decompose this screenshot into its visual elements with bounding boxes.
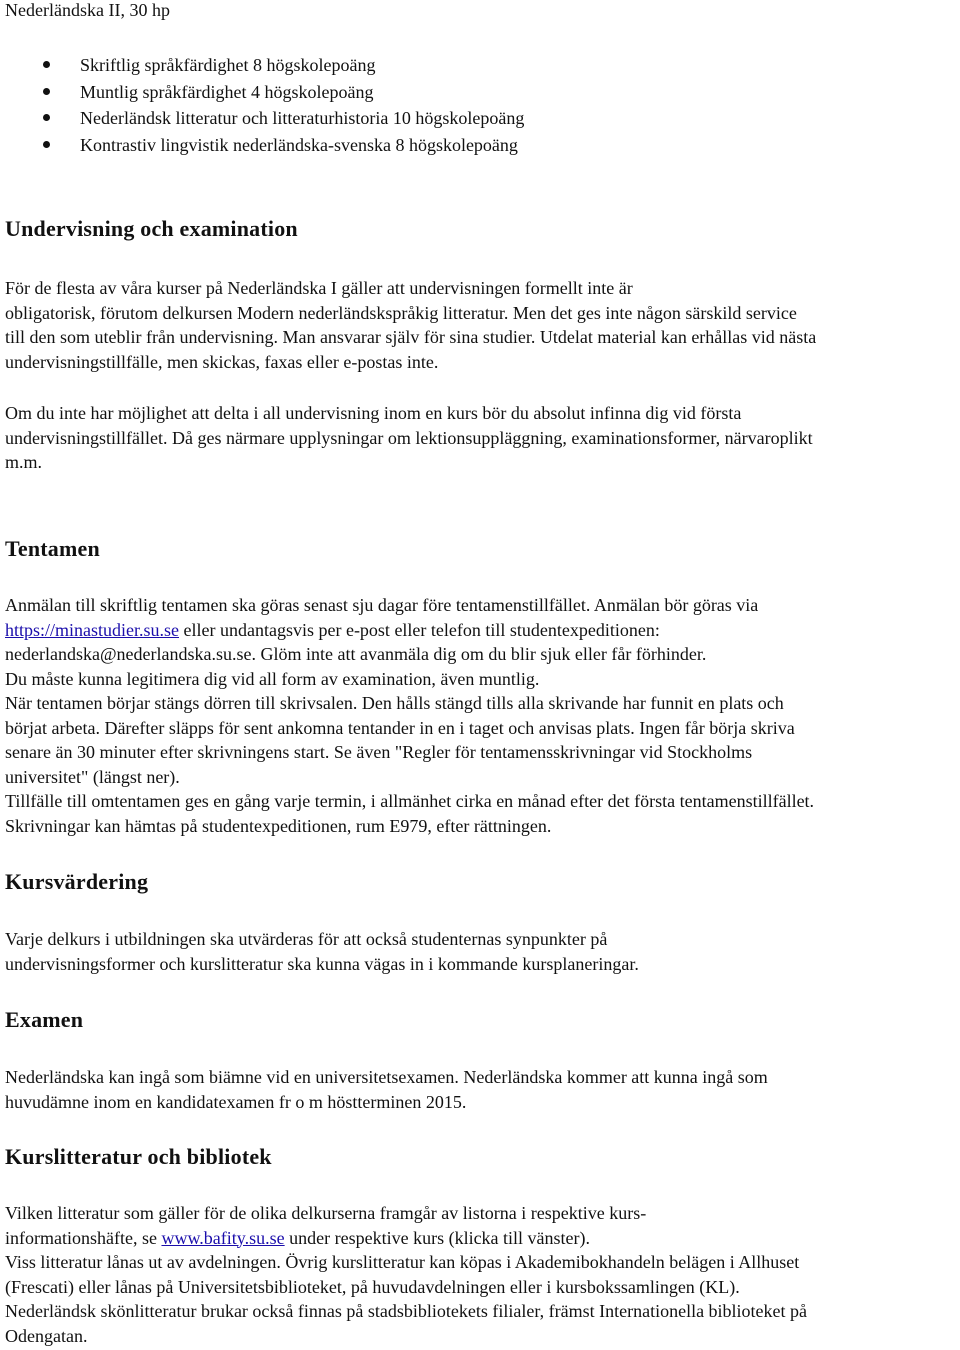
paragraph-undervisning-2: Om du inte har möjlighet att delta i all undervisning inom en kurs bör du absolut infinna dig vid första undervisningstillfället. Då ges närmare upplysningar om lektionsuppläggning, examinationsformer, närvaroplikt m.m. bbox=[5, 403, 813, 472]
bullet-icon bbox=[43, 61, 50, 68]
minastudier-link[interactable]: https://minastudier.su.se bbox=[5, 619, 179, 640]
paragraph-examen: Nederländska kan ingå som biämne vid en universitetsexamen. Nederländska kommer att kunna ingå som huvudämne inom en kandidatexamen fr o m höstterminen 2015. bbox=[5, 1067, 768, 1112]
paragraph-kursvardering: Varje delkurs i utbildningen ska utvärderas för att också studenternas synpunkter på undervisningsformer och kurslitteratur ska kunna vägas in i kommande kursplaneringar. bbox=[5, 929, 639, 974]
bullet-icon bbox=[43, 88, 50, 95]
heading-examen: Examen bbox=[5, 1007, 84, 1032]
heading-kursvardering: Kursvärdering bbox=[5, 869, 149, 894]
heading-kurslitteratur: Kurslitteratur och bibliotek bbox=[5, 1144, 272, 1169]
list-item: Muntlig språkfärdighet 4 högskolepoäng bbox=[5, 79, 524, 106]
list-item: Nederländsk litteratur och litteraturhistoria 10 högskolepoäng bbox=[5, 105, 524, 132]
delkurs-list bbox=[5, 52, 524, 158]
list-item: Skriftlig språkfärdighet 8 högskolepoäng bbox=[5, 52, 524, 79]
heading-undervisning: Undervisning och examination bbox=[5, 216, 298, 241]
bullet-icon bbox=[43, 114, 50, 121]
paragraph-tentamen: Anmälan till skriftlig tentamen ska göras senast sju dagar före tentamenstillfället. Anmälan bör göras via https://minastudier.su.se eller undantagsvis per e-post eller telefon till studentexpeditionen: nederlandska@nederlandska.su.se. Glöm inte att avanmäla dig om du blir sjuk eller får förhinder. Du måste kunna legitimera dig vid all form av examination, även muntlig. När tentamen börjar stängs dörren till skrivsalen. Den hålls stängd tills alla skrivande har funnit en plats och börjat arbeta. Därefter släpps för sent ankomna tentander in en i taget och anvisas plats. Ingen får börja skriva senare än 30 minuter efter skrivningens start. Se även "Regler för tentamensskrivningar vid Stockholms universitet" (längst ner). Tillfälle till omtentamen ges en gång varje termin, i allmänhet cirka en månad efter det första tentamenstillfället. Skrivningar kan hämtas på studentexpeditionen, rum E979, efter rättningen. bbox=[5, 595, 815, 836]
paragraph-undervisning-1: För de flesta av våra kurser på Nederländska I gäller att undervisningen formellt inte är obligatorisk, förutom delkursen Modern nederländskspråkig litteratur. Men det ges inte någon särskild service till den som uteblir från undervisning. Man ansvarar själv för sina studier. Utdelat material kan erhållas vid nästa undervisningstillfälle, men skickas, faxas eller e-postas inte. bbox=[5, 278, 817, 372]
bafity-link[interactable]: www.bafity.su.se bbox=[161, 1227, 285, 1248]
course-title: Nederländska II, 30 hp bbox=[5, 0, 170, 20]
heading-tentamen: Tentamen bbox=[5, 536, 100, 561]
list-item: Kontrastiv lingvistik nederländska-svenska 8 högskolepoäng bbox=[5, 132, 524, 159]
bullet-icon bbox=[43, 141, 50, 148]
paragraph-kurslitteratur: Vilken litteratur som gäller för de olika delkurserna framgår av listorna i respektive kurs- informationshäfte, se www.bafity.su.se under respektive kurs (klicka till vänster). Viss litteratur lånas ut av avdelningen. Övrig kurslitteratur kan köpas i Akademibokhandeln belägen i Allhuset (Frescati) eller lånas på Universitetsbiblioteket, på huvudavdelningen eller i kursbokssamlingen (KL). Nederländsk skönlitteratur brukar också finnas på stadsbibliotekets filialer, främst Internationella biblioteket på Odengatan. bbox=[5, 1203, 808, 1346]
